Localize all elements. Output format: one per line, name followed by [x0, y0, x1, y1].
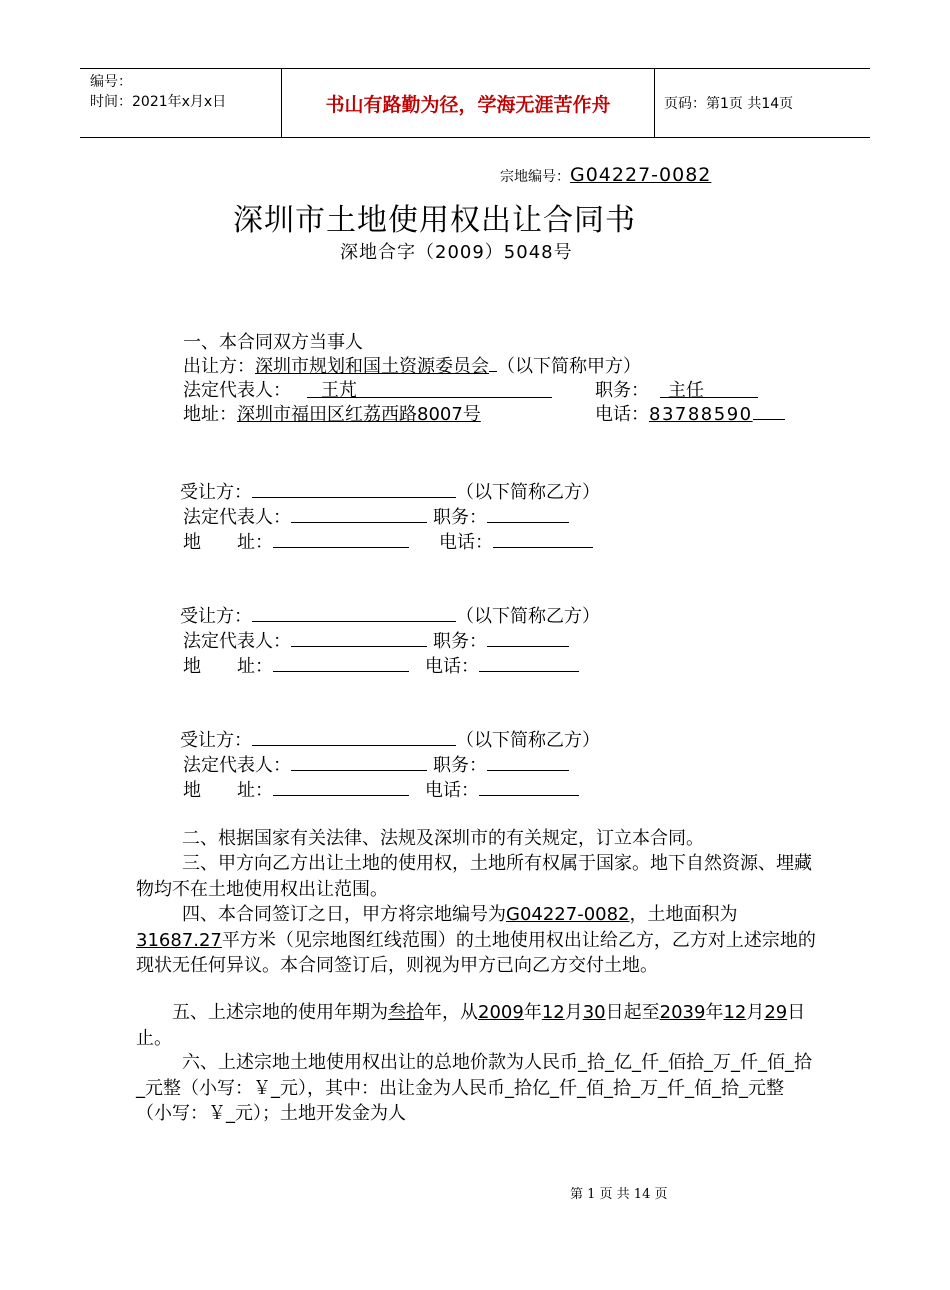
page-header: [80, 68, 870, 138]
party-heading: 一、本合同双方当事人: [183, 332, 363, 353]
document-number: 深地合字（2009）5048号: [340, 242, 573, 263]
clause-4: 四、本合同签订之日，甲方将宗地编号为G04227-0082，土地面积为31687.27平方米（见宗地图红线范围）的土地使用权出让给乙方，乙方对上述宗地的现状无任何异议。本合同签订后，则视为甲方已向乙方交付土地。: [136, 904, 816, 976]
grantor-rep-label: 法定代表人：: [183, 380, 291, 401]
grantee-3-line: 受让方： （以下简称乙方）: [180, 730, 600, 751]
number-label: 编号：: [90, 74, 132, 90]
page-footer: 第 1 页 共 14 页: [570, 1187, 668, 1202]
header-page-label: 页码：第1页 共14页: [664, 96, 794, 112]
grantor-title-value: 主任: [660, 378, 758, 398]
grantor-line: 出让方：深圳市规划和国土资源委员会 （以下简称甲方）: [183, 356, 641, 377]
parcel-number-value: G04227-0082: [570, 164, 712, 186]
grantee-2-address-line: 地 址： 电话：: [183, 654, 579, 679]
grantee-3-rep-line: 法定代表人： 职务：: [183, 753, 569, 778]
grantor-phone-line: 电话：83788590: [595, 402, 785, 427]
grantor-phone: 83788590: [649, 404, 753, 425]
grantee-3-address-line: 地 址： 电话：: [183, 778, 579, 803]
grantor-rep-name: 王芃: [307, 378, 552, 398]
grantee-1-address-line: 地 址： 电话：: [183, 530, 593, 555]
grantee-2-rep-line: 法定代表人： 职务：: [183, 629, 569, 654]
grantor-name: 深圳市规划和国土资源委员会: [255, 356, 489, 377]
clause-2: 二、根据国家有关法律、法规及深圳市的有关规定，订立本合同。: [182, 828, 704, 849]
time-label: 时间：2021年x月x日: [90, 94, 227, 110]
clause-3: 三、甲方向乙方出让土地的使用权，土地所有权属于国家。地下自然资源、埋藏物均不在土地使用权出让范围。: [136, 853, 812, 900]
grantee-2-line: 受让方： （以下简称乙方）: [180, 606, 600, 627]
parcel-number: 宗地编号：G04227-0082: [500, 164, 712, 186]
grantor-address-line: 地址：深圳市福田区红荔西路8007号: [183, 404, 481, 425]
clause-5: 五、上述宗地的使用年期为叁拾年，从2009年12月30日起至2039年12月29日止。: [136, 1002, 806, 1049]
clause-6: 六、上述宗地土地使用权出让的总地价款为人民币_拾_亿_仟_佰拾_万_仟_佰_拾_元整（小写：￥_元），其中：出让金为人民币_拾亿_仟_佰_拾_万_仟_佰_拾_元整（小写：￥_元）；土地开发金为人: [136, 1052, 812, 1124]
header-motto: 书山有路勤为径，学海无涯苦作舟: [281, 69, 655, 137]
grantee-1-name-blank: [252, 481, 456, 498]
grantee-1-rep-line: 法定代表人： 职务：: [183, 505, 569, 530]
grantee-1-line: 受让方： （以下简称乙方）: [180, 482, 600, 503]
grantor-address: 深圳市福田区红荔西路8007号: [237, 404, 481, 425]
header-meta: [80, 69, 280, 137]
document-title: 深圳市土地使用权出让合同书: [233, 203, 636, 238]
grantor-title-label: 职务：: [595, 380, 649, 401]
